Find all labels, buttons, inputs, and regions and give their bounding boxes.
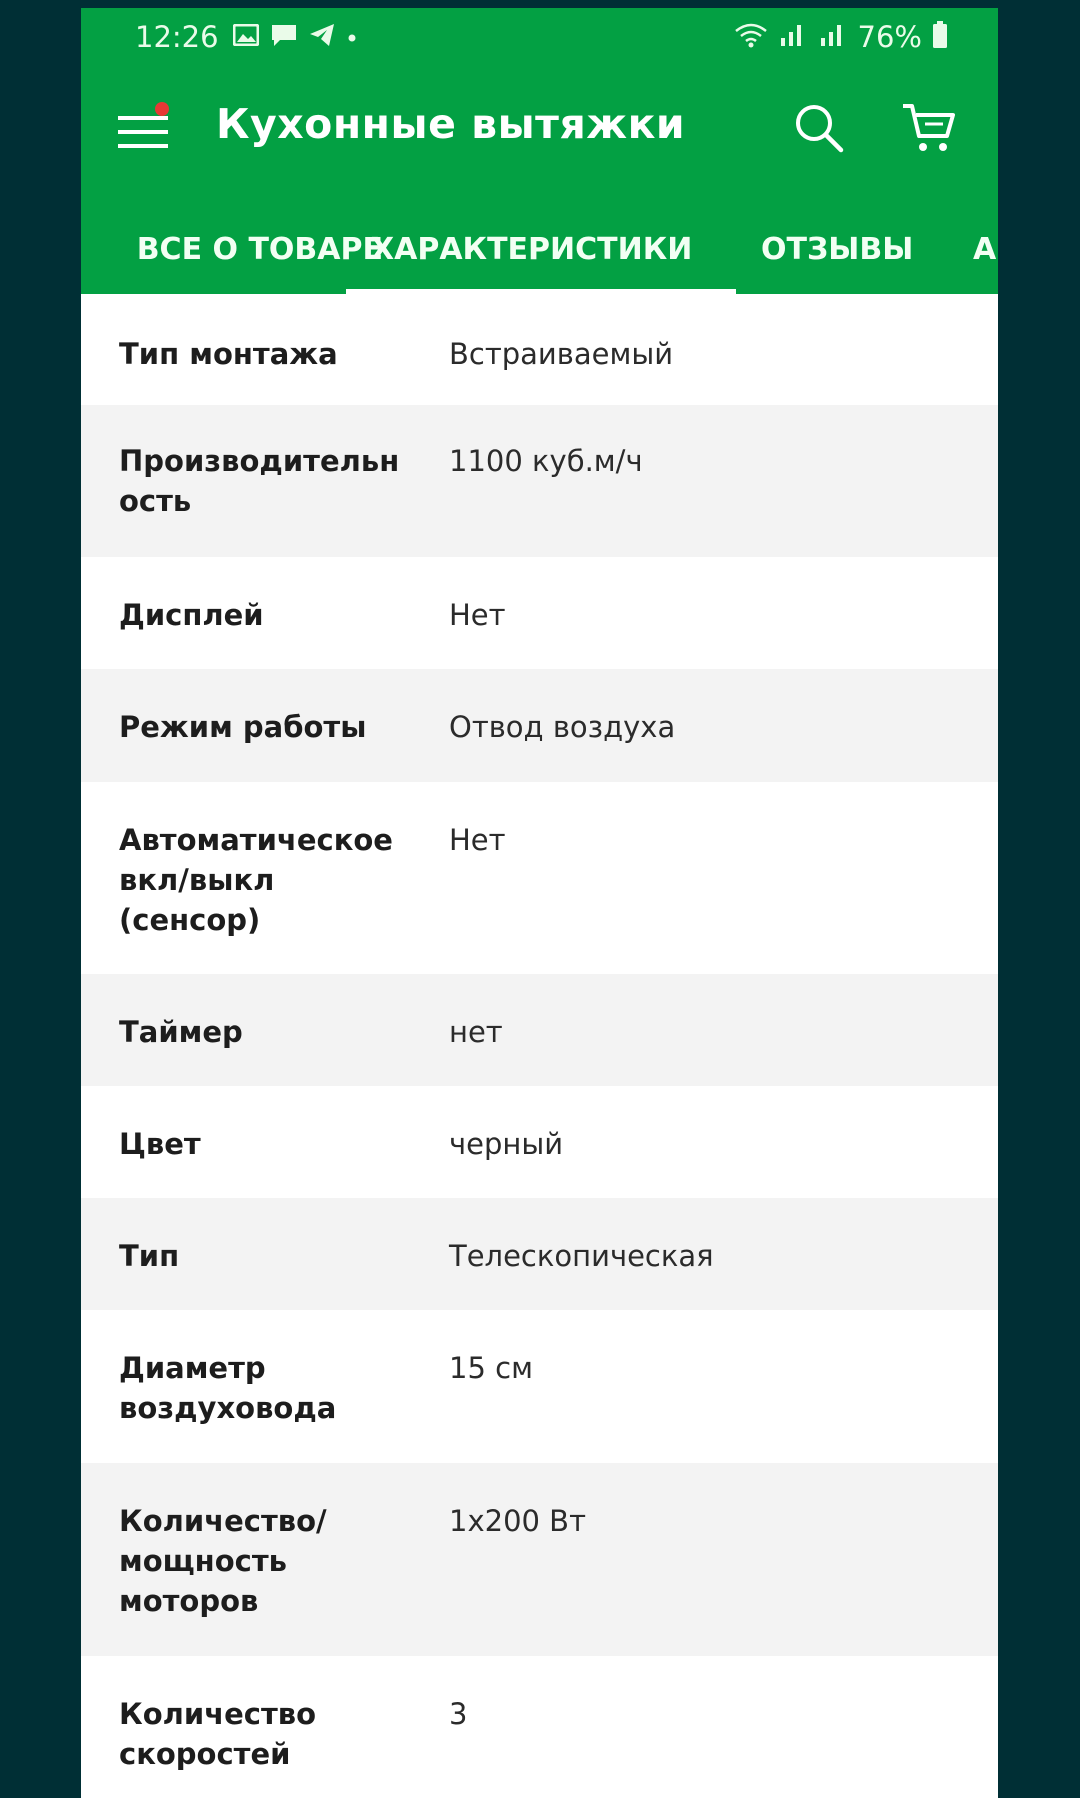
spec-label: Дисплей <box>119 598 264 632</box>
spec-label: Автоматическое вкл/выкл (сенсор) <box>119 823 393 937</box>
signal-icon-2 <box>818 22 848 52</box>
status-time: 12:26 <box>135 20 219 54</box>
spec-row <box>81 1310 998 1463</box>
spec-label: Тип монтажа <box>119 337 338 371</box>
spec-value: 1x200 Вт <box>449 1504 586 1538</box>
spec-row <box>81 669 998 782</box>
spec-value: Нет <box>449 823 506 857</box>
wifi-icon <box>734 22 768 52</box>
spec-row <box>81 557 998 669</box>
spec-value: нет <box>449 1015 503 1049</box>
search-icon <box>791 100 847 156</box>
tab-more[interactable]: А <box>973 232 997 267</box>
spec-value: 1100 куб.м/ч <box>449 444 643 478</box>
spec-row <box>81 1198 998 1310</box>
battery-icon <box>932 21 948 53</box>
spec-value: 3 <box>449 1697 468 1731</box>
dot-icon <box>347 28 357 47</box>
spec-value: 15 см <box>449 1351 533 1385</box>
spec-label: Тип <box>119 1239 180 1273</box>
image-icon <box>233 24 259 50</box>
hamburger-icon <box>115 98 175 158</box>
spec-row <box>81 1463 998 1656</box>
spec-row <box>81 782 998 974</box>
telegram-icon <box>309 23 335 51</box>
search-button[interactable] <box>791 100 847 156</box>
status-right <box>734 20 948 54</box>
spec-value: Телескопическая <box>449 1239 714 1273</box>
app-bar <box>81 8 998 294</box>
spec-value: Нет <box>449 598 506 632</box>
tab-about[interactable]: ВСЕ О ТОВАРЕ <box>136 232 383 267</box>
spec-list <box>81 294 998 1798</box>
notification-badge <box>155 102 169 116</box>
spec-value: Отвод воздуха <box>449 710 676 744</box>
cart-icon <box>899 100 959 156</box>
spec-label: Количество/ мощность моторов <box>119 1504 327 1618</box>
spec-row <box>81 294 998 405</box>
status-bar <box>81 8 998 68</box>
spec-label: Таймер <box>119 1015 243 1049</box>
spec-label: Количество скоростей <box>119 1697 317 1771</box>
phone-screen <box>81 8 998 1798</box>
chat-icon <box>271 23 297 51</box>
spec-label: Цвет <box>119 1127 201 1161</box>
tab-specs[interactable]: ХАРАКТЕРИСТИКИ <box>371 232 693 267</box>
cart-button[interactable] <box>899 100 959 156</box>
menu-button[interactable] <box>115 98 175 158</box>
spec-row <box>81 405 998 557</box>
tab-reviews[interactable]: ОТЗЫВЫ <box>761 232 914 267</box>
spec-row <box>81 1086 998 1198</box>
spec-row <box>81 1656 998 1798</box>
spec-value: Встраиваемый <box>449 337 674 371</box>
spec-label: Режим работы <box>119 710 367 744</box>
spec-label: Диаметр воздуховода <box>119 1351 337 1425</box>
tab-bar <box>81 218 998 294</box>
spec-value: черный <box>449 1127 564 1161</box>
signal-icon <box>778 22 808 52</box>
notification-icons <box>233 23 357 51</box>
battery-percent: 76% <box>857 20 922 54</box>
spec-label: Производительность <box>119 444 400 518</box>
spec-row <box>81 974 998 1086</box>
page-title: Кухонные вытяжки <box>216 100 686 148</box>
